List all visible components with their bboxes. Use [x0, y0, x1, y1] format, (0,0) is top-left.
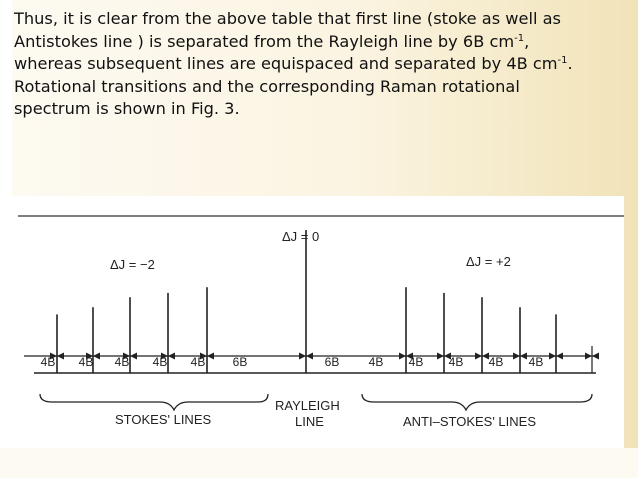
body-line-1: Thus, it is clear from the above table that first line (stoke as well as [14, 9, 561, 28]
body-line-3-text: whereas subsequent lines are equispaced and separated by 4B cm [14, 54, 558, 73]
raman-spectrum-svg [12, 196, 624, 448]
spacing-arrowhead [168, 353, 175, 360]
spacing-arrowhead [520, 353, 527, 360]
spacing-label: 4B [448, 355, 464, 369]
spacing-arrowhead [592, 353, 599, 360]
spacing-arrowhead [130, 353, 137, 360]
body-line-2-sup: -1 [514, 32, 525, 44]
spectral-lines-group [57, 230, 556, 373]
spacing-label: 4B [408, 355, 424, 369]
spacing-arrowhead [57, 353, 64, 360]
spacing-arrowhead [475, 353, 482, 360]
slide-bottom-strip [0, 448, 638, 478]
body-line-2-text: Antistokes line ) is separated from the Rayleigh line by 6B cm [14, 31, 515, 51]
spacing-arrowhead [207, 353, 214, 360]
rayleigh-label-line-1: RAYLEIGH [275, 398, 340, 413]
spacing-label: 4B [114, 355, 130, 369]
spacing-arrowhead [437, 353, 444, 360]
body-line-3 [14, 53, 624, 76]
spacing-label: 4B [528, 355, 544, 369]
body-line-4: Rotational transitions and the corresponding Raman rotational [14, 76, 520, 96]
spacing-label: 6B [232, 355, 248, 369]
body-line-2-punct: , [524, 31, 530, 51]
body-text [14, 8, 624, 121]
spacing-arrowhead [585, 353, 592, 360]
body-line-3-sup: -1 [557, 55, 568, 66]
spacing-label: 4B [40, 355, 56, 369]
stokes-brace [40, 394, 268, 410]
rayleigh-label-line-2: LINE [295, 414, 324, 429]
body-line-5: spectrum is shown in Fig. 3. [14, 99, 240, 118]
body-line-2 [14, 31, 624, 54]
spacing-labels-group [41, 355, 544, 369]
antistokes-lines-label: ANTI–STOKES' LINES [403, 414, 537, 429]
spacing-arrowhead [399, 353, 406, 360]
delta-j-rayleigh-label: ΔJ = 0 [282, 229, 320, 244]
spacing-arrowhead [556, 353, 563, 360]
spacing-arrowhead [306, 353, 313, 360]
body-line-3-punct: . [567, 54, 573, 73]
spacing-label: 4B [368, 355, 384, 369]
spacing-label: 4B [488, 355, 504, 369]
antistokes-brace [362, 394, 592, 410]
stokes-lines-label: STOKES' LINES [115, 412, 212, 427]
raman-spectrum-figure [12, 196, 624, 448]
spacing-label: 6B [324, 355, 340, 369]
delta-j-antistokes-label: ΔJ = +2 [466, 254, 511, 269]
spacing-label: 4B [190, 355, 206, 369]
delta-j-stokes-label: ΔJ = −2 [110, 257, 155, 272]
spacing-arrows-group [24, 346, 599, 373]
slide-side-strip [0, 0, 12, 478]
spacing-arrowhead [549, 353, 556, 360]
spacing-label: 4B [78, 355, 94, 369]
spacing-label: 4B [152, 355, 168, 369]
spacing-arrowhead [93, 353, 100, 360]
spacing-arrowhead [513, 353, 520, 360]
spacing-arrowhead [299, 353, 306, 360]
